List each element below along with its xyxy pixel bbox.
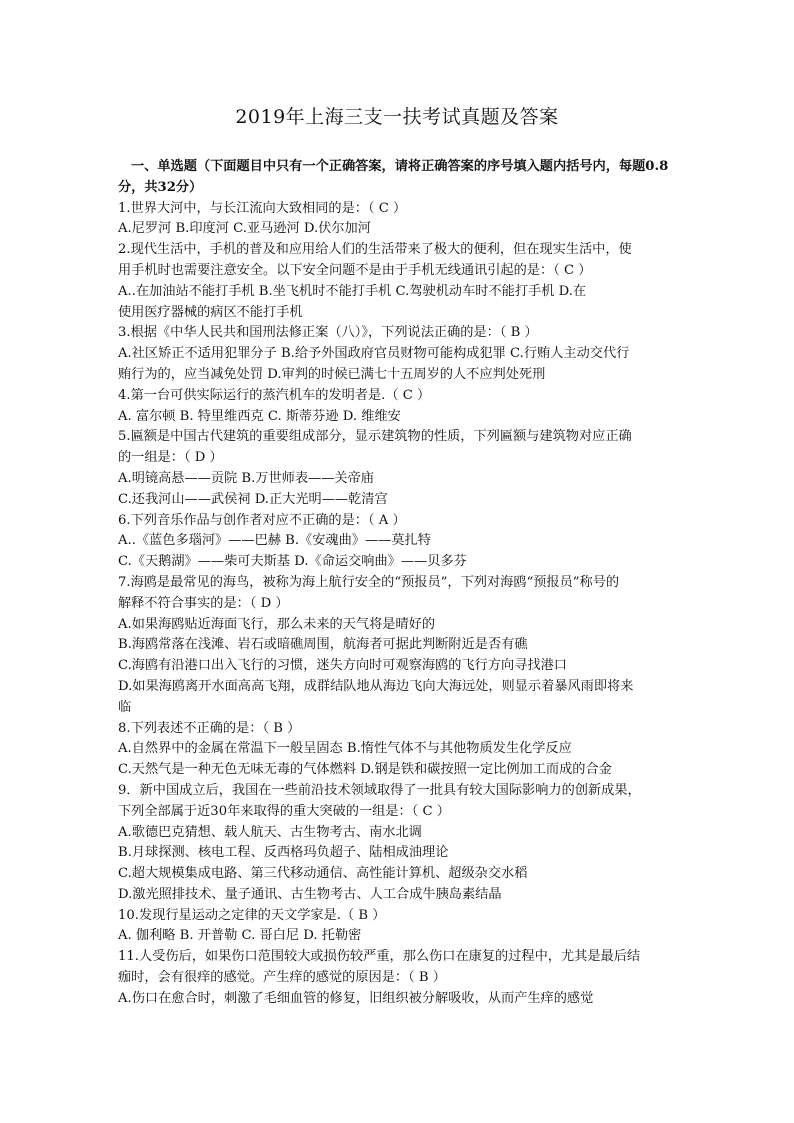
text-line: C.还我河山——武侯祠 D.正大光明——乾清宫 [118,491,388,507]
text-line: A.伤口在愈合时，刺激了毛细血管的修复，旧组织被分解吸收，从而产生痒的感觉 [118,990,594,1006]
exam-content [118,157,680,1010]
text-line: 7.海鸥是最常见的海鸟，被称为海上航行安全的“预报员”，下列对海鸥“预报员”称号的 [118,574,620,590]
text-line: 11.人受伤后，如果伤口范围较大或损伤较严重，那么伤口在康复的过程中，尤其是最后结 [118,949,641,965]
text-line: A..在加油站不能打手机 B.坐飞机时不能打手机 C.驾驶机动车时不能打手机 D.在 [118,283,587,299]
text-line: C.超大规模集成电路、第三代移动通信、高性能计算机、超级杂交水稻 [118,866,528,882]
text-line: 4.第一台可供实际运行的蒸汽机车的发明者是.（ C ） [118,387,431,403]
text-line: 2.现代生活中，手机的普及和应用给人们的生活带来了极大的便利，但在现实生活中，使 [118,242,632,258]
text-line: A.歌德巴克猜想、载人航天、古生物考古、南水北调 [118,824,422,840]
text-line: 临 [118,699,132,715]
text-line: 痂时，会有很痒的感觉。产生痒的感觉的原因是：（ B ） [118,970,446,986]
text-line: D.如果海鸥离开水面高高飞翔，成群结队地从海边飞向大海远处，则显示着暴风雨即将来 [118,678,634,694]
text-line: 的一组是：（ D ） [118,450,223,466]
text-line: 3.根据《中华人民共和国刑法修正案（八）》，下列说法正确的是：（ B ） [118,325,538,341]
text-line: 8.下列表述不正确的是：（ B ） [118,720,301,736]
text-line: 9．新中国成立后，我国在一些前沿技术领域取得了一批具有较大国际影响力的创新成果， [118,782,641,798]
text-line: 10.发现行星运动之定律的天文学家是.（ B ） [118,907,386,923]
text-line: D.激光照排技术、量子通讯、古生物考古、人工合成牛胰岛素结晶 [118,886,502,902]
text-line: B.月球探测、核电工程、反西格玛负超子、陆相成油理论 [118,845,449,861]
text-line: 使用医疗器械的病区不能打手机 [118,304,303,320]
text-line: A.如果海鸥贴近海面飞行，那么未来的天气将是晴好的 [118,616,436,632]
text-line: 解释不符合事实的是：（ D ） [118,595,289,611]
section-heading: 一、单选题（下面题目中只有一个正确答案，请将正确答案的序号填入题内括号内，每题0.8分，共32分） [118,159,669,195]
text-line: A.自然界中的金属在常温下一般呈固态 B.惰性气体不与其他物质发生化学反应 [118,741,572,757]
text-line: B.海鸥常落在浅滩、岩石或暗礁周围，航海者可据此判断附近是否有礁 [118,637,528,653]
text-line: C.海鸥有沿港口出入飞行的习惯，迷失方向时可观察海鸥的飞行方向寻找港口 [118,658,567,674]
text-line: A.尼罗河 B.印度河 C.亚马逊河 D.伏尔加河 [118,221,371,237]
text-line: 5.匾额是中国古代建筑的重要组成部分，显示建筑物的性质，下列匾额与建筑物对应正确 [118,429,632,445]
text-line: 下列全部属于近30年来取得的重大突破的一组是：（ C ） [118,803,450,819]
text-line: 贿行为的，应当减免处罚 D.审判的时候已满七十五周岁的人不应判处死刑 [118,366,546,382]
text-line: 1.世界大河中，与长江流向大致相同的是：（ C ） [118,200,407,216]
text-line: A.明镜高悬——贡院 B.万世师表——关帝庙 [118,470,374,486]
text-line: 用手机时也需要注意安全。以下安全问题不是由于手机无线通讯引起的是：（ C ） [118,262,592,278]
text-line: C.天然气是一种无色无味无毒的气体燃料 D.钢是铁和碳按照一定比例加工而成的合金 [118,762,612,778]
page-title: 2019年上海三支一扶考试真题及答案 [235,106,559,128]
text-line: C.《天鹅湖》——柴可夫斯基 D.《命运交响曲》——贝多芬 [118,554,467,570]
text-line: A. 富尔顿 B. 特里维西克 C. 斯蒂芬逊 D. 维维安 [118,408,401,424]
question-list [118,199,680,1010]
text-line: A. 伽利略 B. 开普勒 C. 哥白尼 D. 托勒密 [118,928,362,944]
text-line: A..《蓝色多瑙河》——巴赫 B.《安魂曲》——莫扎特 [118,533,431,549]
text-line: 6.下列音乐作品与创作者对应不正确的是：（ A ） [118,512,406,528]
text-line: A.社区矫正不适用犯罪分子 B.给予外国政府官员财物可能构成犯罪 C.行贿人主动交代行 [118,346,630,362]
